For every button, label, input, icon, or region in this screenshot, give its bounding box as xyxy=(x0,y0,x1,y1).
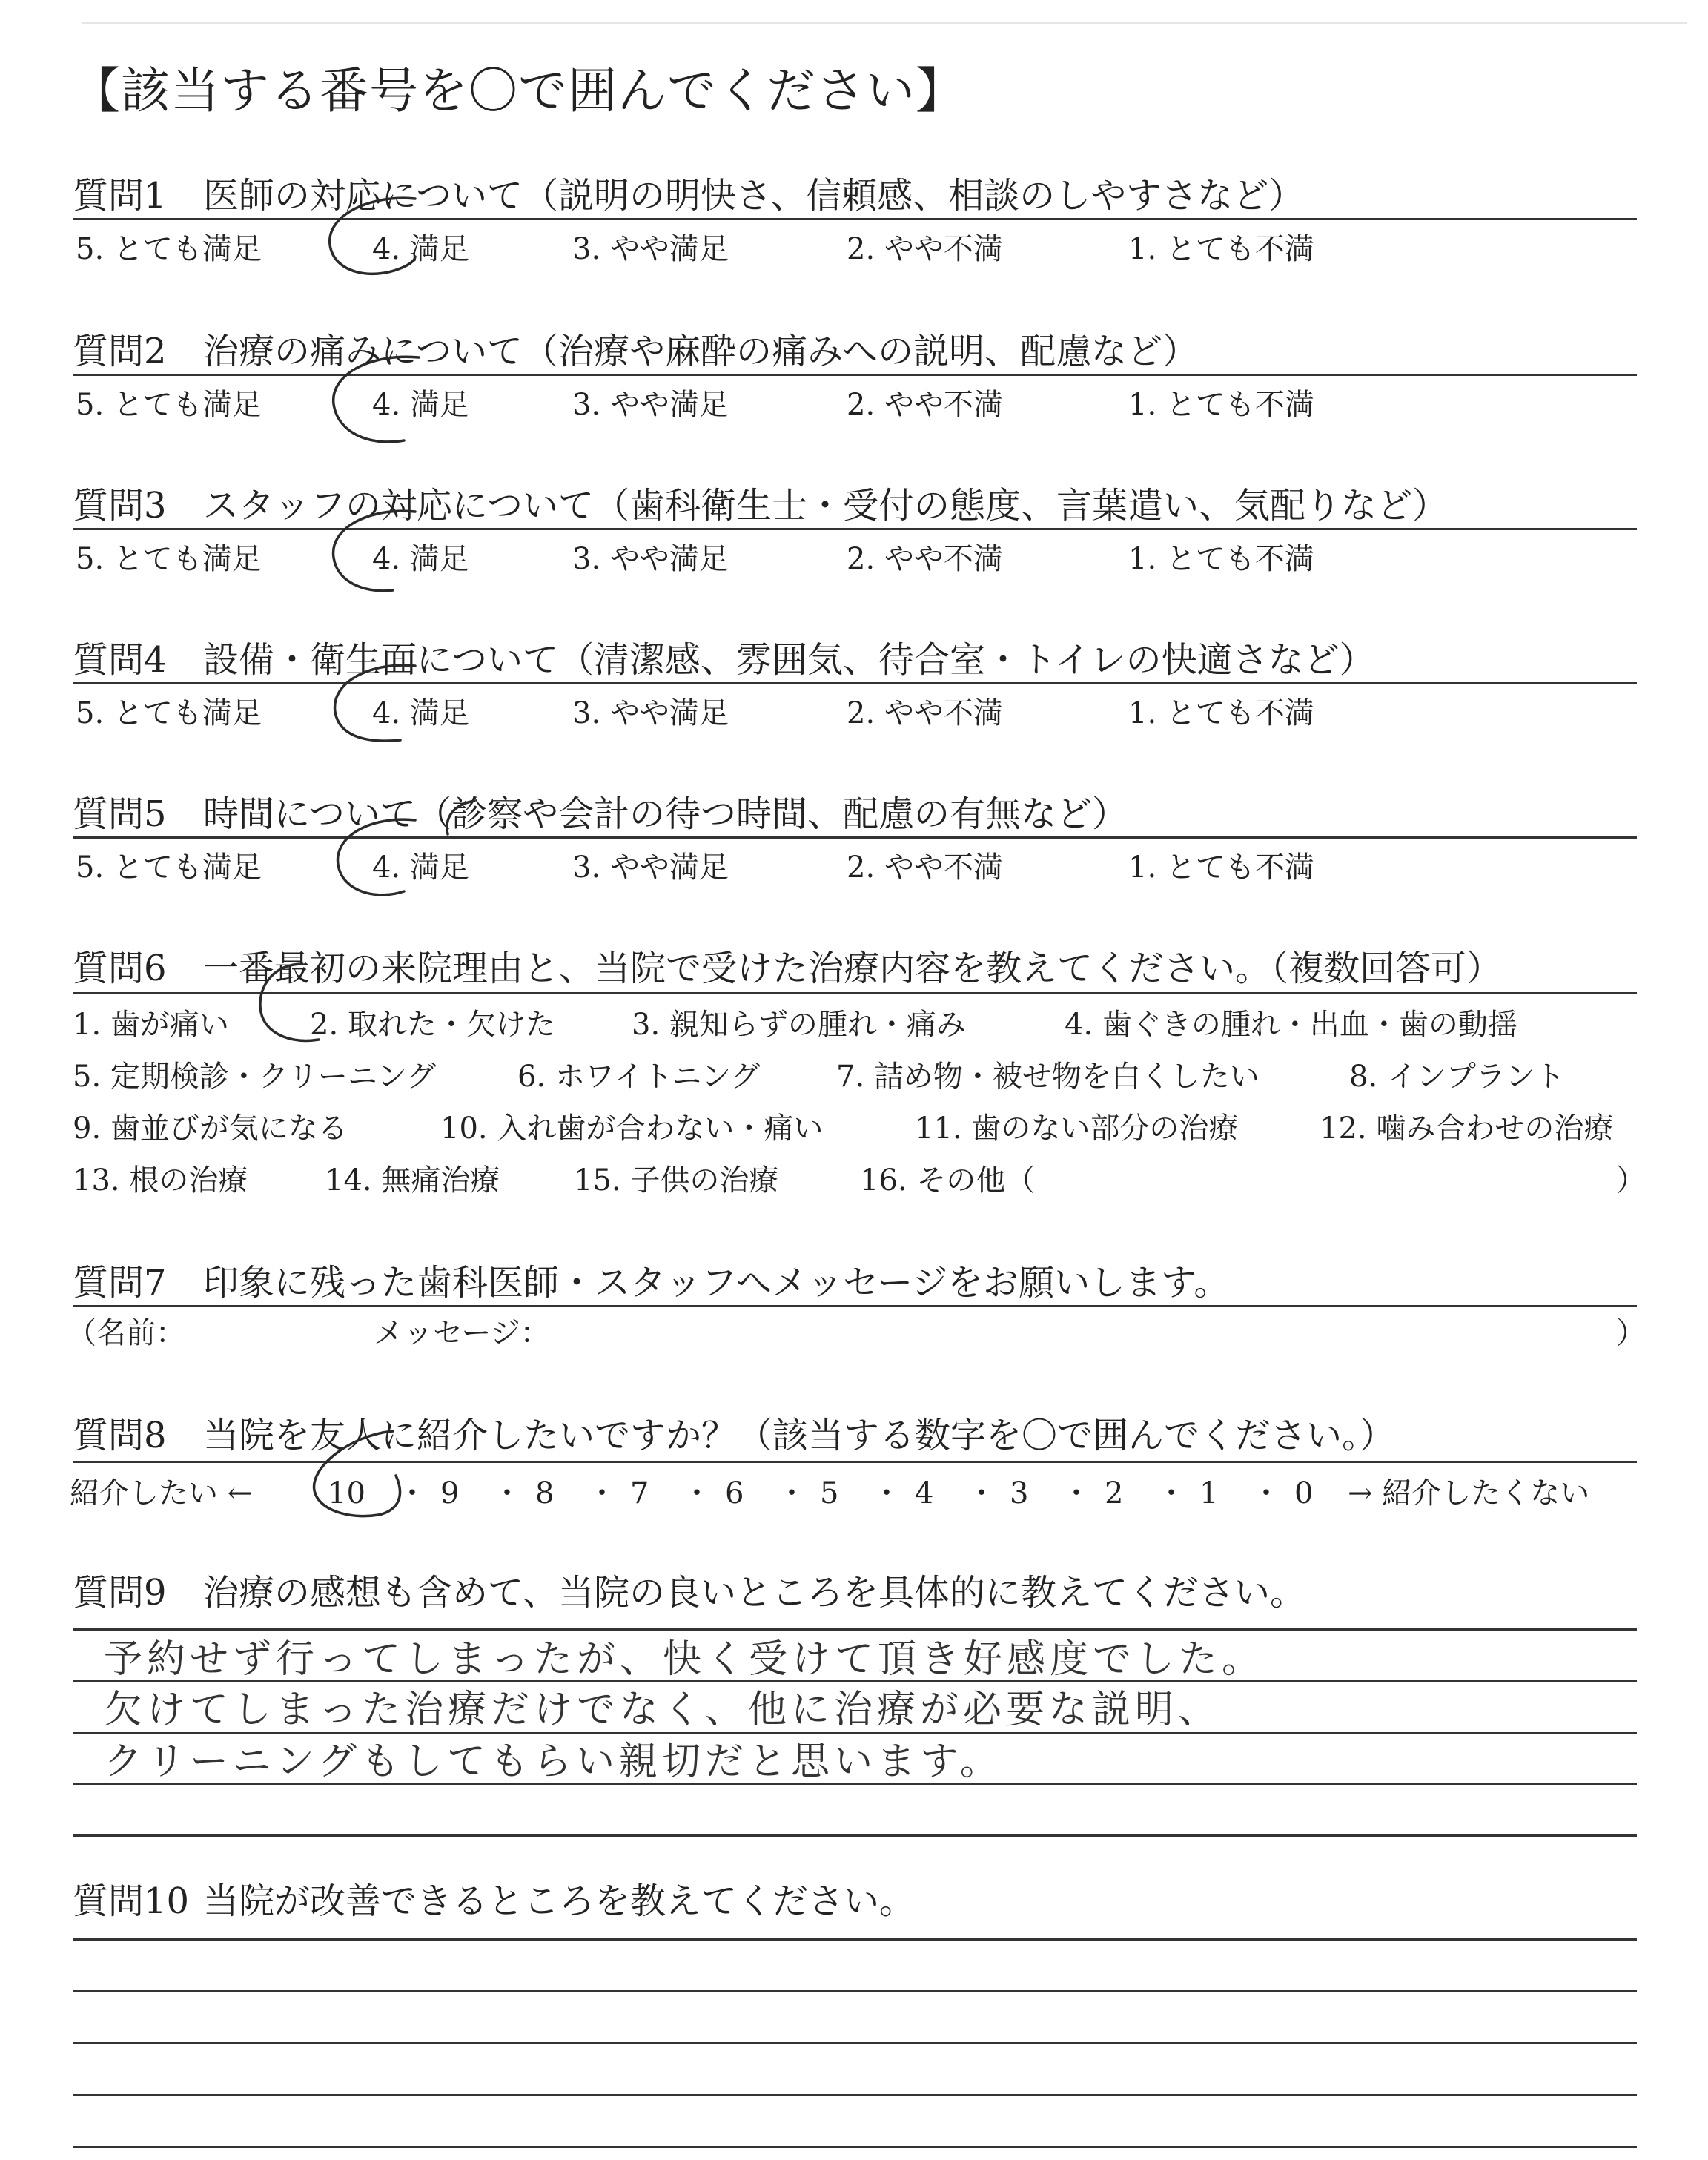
q8-score-6[interactable]: 6 xyxy=(725,1476,744,1510)
q8-dot: ・ xyxy=(397,1476,427,1510)
q5-option-3[interactable]: 3. やや満足 xyxy=(572,851,729,885)
q8-score-3[interactable]: 3 xyxy=(1010,1476,1029,1510)
q8-score-10[interactable]: 10 xyxy=(328,1476,365,1510)
question-8-heading: 質問8 当院を友人に紹介したいですか？（該当する数字を〇で囲んでください。） xyxy=(73,1415,1396,1456)
q9-answer-text-2[interactable]: 欠けてしまった治療だけでなく、他に治療が必要な説明、 xyxy=(104,1688,1221,1732)
q8-score-0[interactable]: 0 xyxy=(1294,1476,1314,1510)
q6-option-9[interactable]: 9. 歯並びが気になる xyxy=(73,1112,348,1146)
q6-option-8[interactable]: 8. インプラント xyxy=(1349,1060,1565,1094)
q10-answer-line xyxy=(73,1990,1637,1992)
q5-option-5[interactable]: 5. とても満足 xyxy=(76,851,262,885)
q4-option-5[interactable]: 5. とても満足 xyxy=(76,696,262,730)
question-8-rule xyxy=(73,1461,1637,1463)
q6-option-3[interactable]: 3. 親知らずの腫れ・痛み xyxy=(632,1008,966,1042)
q6-option-14[interactable]: 14. 無痛治療 xyxy=(325,1163,500,1198)
q8-dot: ・ xyxy=(872,1476,901,1510)
q9-answer-line xyxy=(73,1834,1637,1837)
question-3-rule xyxy=(73,528,1637,530)
q3-option-1[interactable]: 1. とても不満 xyxy=(1128,542,1314,576)
q6-option-5[interactable]: 5. 定期検診・クリーニング xyxy=(73,1060,437,1094)
q6-option-4[interactable]: 4. 歯ぐきの腫れ・出血・歯の動揺 xyxy=(1065,1008,1517,1042)
question-6-rule xyxy=(73,992,1637,994)
q8-score-2[interactable]: 2 xyxy=(1105,1476,1124,1510)
q4-option-4[interactable]: 4. 満足 xyxy=(372,696,469,730)
q3-option-5[interactable]: 5. とても満足 xyxy=(76,542,262,576)
q1-option-3[interactable]: 3. やや満足 xyxy=(572,232,729,266)
q8-dot: ・ xyxy=(1251,1476,1281,1510)
q6-option-13[interactable]: 13. 根の治療 xyxy=(73,1163,248,1198)
question-5-rule xyxy=(73,836,1637,839)
q8-dot: ・ xyxy=(492,1476,522,1510)
q8-score-7[interactable]: 7 xyxy=(630,1476,649,1510)
q3-option-2[interactable]: 2. やや不満 xyxy=(847,542,1003,576)
q6-option-11[interactable]: 11. 歯のない部分の治療 xyxy=(915,1112,1239,1146)
question-5-heading: 質問5 時間について（診察や会計の待つ時間、配慮の有無など） xyxy=(73,793,1128,835)
q3-option-4[interactable]: 4. 満足 xyxy=(372,542,469,576)
q8-dot: ・ xyxy=(587,1476,617,1510)
q7-name-label: （名前： xyxy=(67,1316,185,1350)
q8-left-label: 紹介したい ← xyxy=(70,1476,253,1510)
q6-option-2[interactable]: 2. 取れた・欠けた xyxy=(310,1008,555,1042)
q8-score-9[interactable]: 9 xyxy=(440,1476,460,1510)
q7-close: ） xyxy=(1616,1316,1646,1350)
q8-score-8[interactable]: 8 xyxy=(535,1476,555,1510)
q4-option-3[interactable]: 3. やや満足 xyxy=(572,696,729,730)
q6-option-7[interactable]: 7. 詰め物・被せ物を白くしたい xyxy=(836,1060,1260,1094)
q5-option-4[interactable]: 4. 満足 xyxy=(372,851,469,885)
q5-option-2[interactable]: 2. やや不満 xyxy=(847,851,1003,885)
q9-answer-text-1[interactable]: 予約せず行ってしまったが、快く受けて頂き好感度でした。 xyxy=(104,1637,1265,1682)
q1-option-4[interactable]: 4. 満足 xyxy=(372,232,469,266)
question-1-rule xyxy=(73,218,1637,220)
question-4-rule xyxy=(73,682,1637,684)
top-border xyxy=(82,22,1687,24)
q6-option-15[interactable]: 15. 子供の治療 xyxy=(574,1163,779,1198)
q8-right-label: → 紹介したくない xyxy=(1348,1476,1590,1510)
question-2-heading: 質問2 治療の痛みについて（治療や麻酔の痛みへの説明、配慮など） xyxy=(73,331,1199,372)
q8-score-1[interactable]: 1 xyxy=(1199,1476,1219,1510)
q9-answer-line xyxy=(73,1732,1637,1734)
q8-dot: ・ xyxy=(967,1476,996,1510)
q6-option-12[interactable]: 12. 噛み合わせの治療 xyxy=(1320,1112,1614,1146)
q6-option-16[interactable]: 16. その他（ xyxy=(860,1163,1036,1198)
q4-option-1[interactable]: 1. とても不満 xyxy=(1128,696,1314,730)
q10-answer-line xyxy=(73,2042,1637,2044)
question-1-heading: 質問1 医師の対応について（説明の明快さ、信頼感、相談のしやすさなど） xyxy=(73,175,1305,217)
q9-answer-line xyxy=(73,1628,1637,1631)
q1-option-2[interactable]: 2. やや不満 xyxy=(847,232,1003,266)
question-7-rule xyxy=(73,1305,1637,1307)
question-3-heading: 質問3 スタッフの対応について（歯科衛生士・受付の態度、言葉遣い、気配りなど） xyxy=(73,485,1449,526)
q2-option-2[interactable]: 2. やや不満 xyxy=(847,388,1003,422)
q3-option-3[interactable]: 3. やや満足 xyxy=(572,542,729,576)
q10-answer-line xyxy=(73,2094,1637,2096)
q6-option-6[interactable]: 6. ホワイトニング xyxy=(517,1060,761,1094)
question-6-heading: 質問6 一番最初の来院理由と、当院で受けた治療内容を教えてください。（複数回答可） xyxy=(73,948,1503,989)
q6-other-close: ） xyxy=(1616,1163,1646,1198)
q7-message-label: メッセージ： xyxy=(374,1316,550,1350)
q8-dot: ・ xyxy=(1062,1476,1091,1510)
question-2-rule xyxy=(73,374,1637,376)
q2-option-3[interactable]: 3. やや満足 xyxy=(572,388,729,422)
question-10-heading: 質問10 当院が改善できるところを教えてください。 xyxy=(73,1880,916,1922)
q1-option-1[interactable]: 1. とても不満 xyxy=(1128,232,1314,266)
q8-score-4[interactable]: 4 xyxy=(915,1476,934,1510)
q10-answer-line xyxy=(73,1938,1637,1941)
q8-dot: ・ xyxy=(1156,1476,1186,1510)
q5-option-1[interactable]: 1. とても不満 xyxy=(1128,851,1314,885)
q8-dot: ・ xyxy=(777,1476,807,1510)
q9-answer-text-3[interactable]: クリーニングもしてもらい親切だと思います。 xyxy=(104,1740,1003,1784)
question-4-heading: 質問4 設備・衛生面について（清潔感、雰囲気、待合室・トイレの快適さなど） xyxy=(73,639,1375,681)
q2-option-4[interactable]: 4. 満足 xyxy=(372,388,469,422)
q8-score-5[interactable]: 5 xyxy=(820,1476,839,1510)
question-7-heading: 質問7 印象に残った歯科医師・スタッフへメッセージをお願いします。 xyxy=(73,1262,1230,1304)
q2-option-1[interactable]: 1. とても不満 xyxy=(1128,388,1314,422)
q10-answer-line xyxy=(73,2146,1637,2148)
q4-option-2[interactable]: 2. やや不満 xyxy=(847,696,1003,730)
q2-option-5[interactable]: 5. とても満足 xyxy=(76,388,262,422)
q9-answer-line xyxy=(73,1783,1637,1785)
q1-option-5[interactable]: 5. とても満足 xyxy=(76,232,262,266)
q8-dot: ・ xyxy=(682,1476,712,1510)
page-title: 【該当する番号を〇で囲んでください】 xyxy=(71,62,965,119)
q6-option-1[interactable]: 1. 歯が痛い xyxy=(73,1008,229,1042)
q6-option-10[interactable]: 10. 入れ歯が合わない・痛い xyxy=(440,1112,824,1146)
question-9-heading: 質問9 治療の感想も含めて、当院の良いところを具体的に教えてください。 xyxy=(73,1572,1306,1614)
q9-answer-line xyxy=(73,1680,1637,1682)
